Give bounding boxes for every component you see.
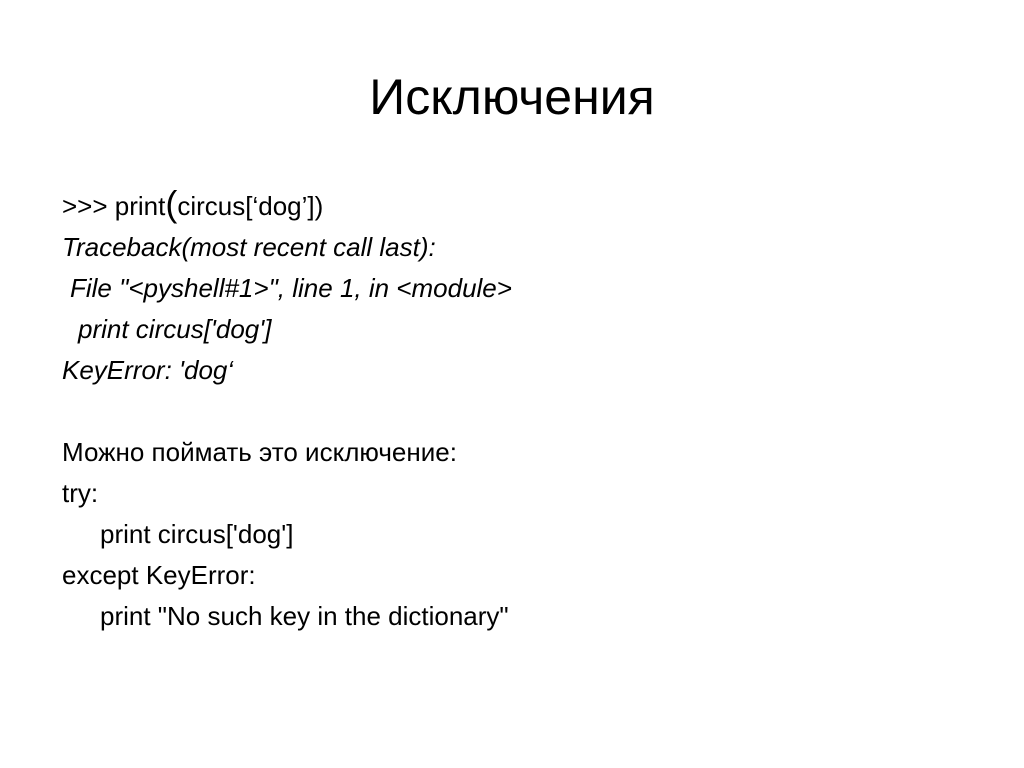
code-try-line: try:: [62, 478, 99, 508]
traceback-file-line: File "<pyshell#1>", line 1, in <module>: [70, 273, 512, 303]
prompt-line: [62, 183, 962, 227]
catch-intro: Можно поймать это исключение:: [62, 437, 457, 467]
prompt-prefix: >>> print: [62, 191, 166, 221]
traceback-code-line: print circus['dog']: [78, 314, 272, 344]
code-except-line: except KeyError:: [62, 560, 256, 590]
traceback-header: Traceback(most recent call last):: [62, 232, 436, 262]
traceback-error-line: KeyError: 'dog‘: [62, 355, 234, 385]
prompt-rest: circus[‘dog’]): [177, 191, 324, 221]
spacer: [62, 391, 962, 432]
slide-content: [62, 183, 962, 637]
open-paren: (: [165, 183, 178, 224]
code-except-body: print "No such key in the dictionary": [100, 601, 509, 631]
code-try-body: print circus['dog']: [100, 519, 294, 549]
slide-title: Исключения: [369, 69, 655, 125]
